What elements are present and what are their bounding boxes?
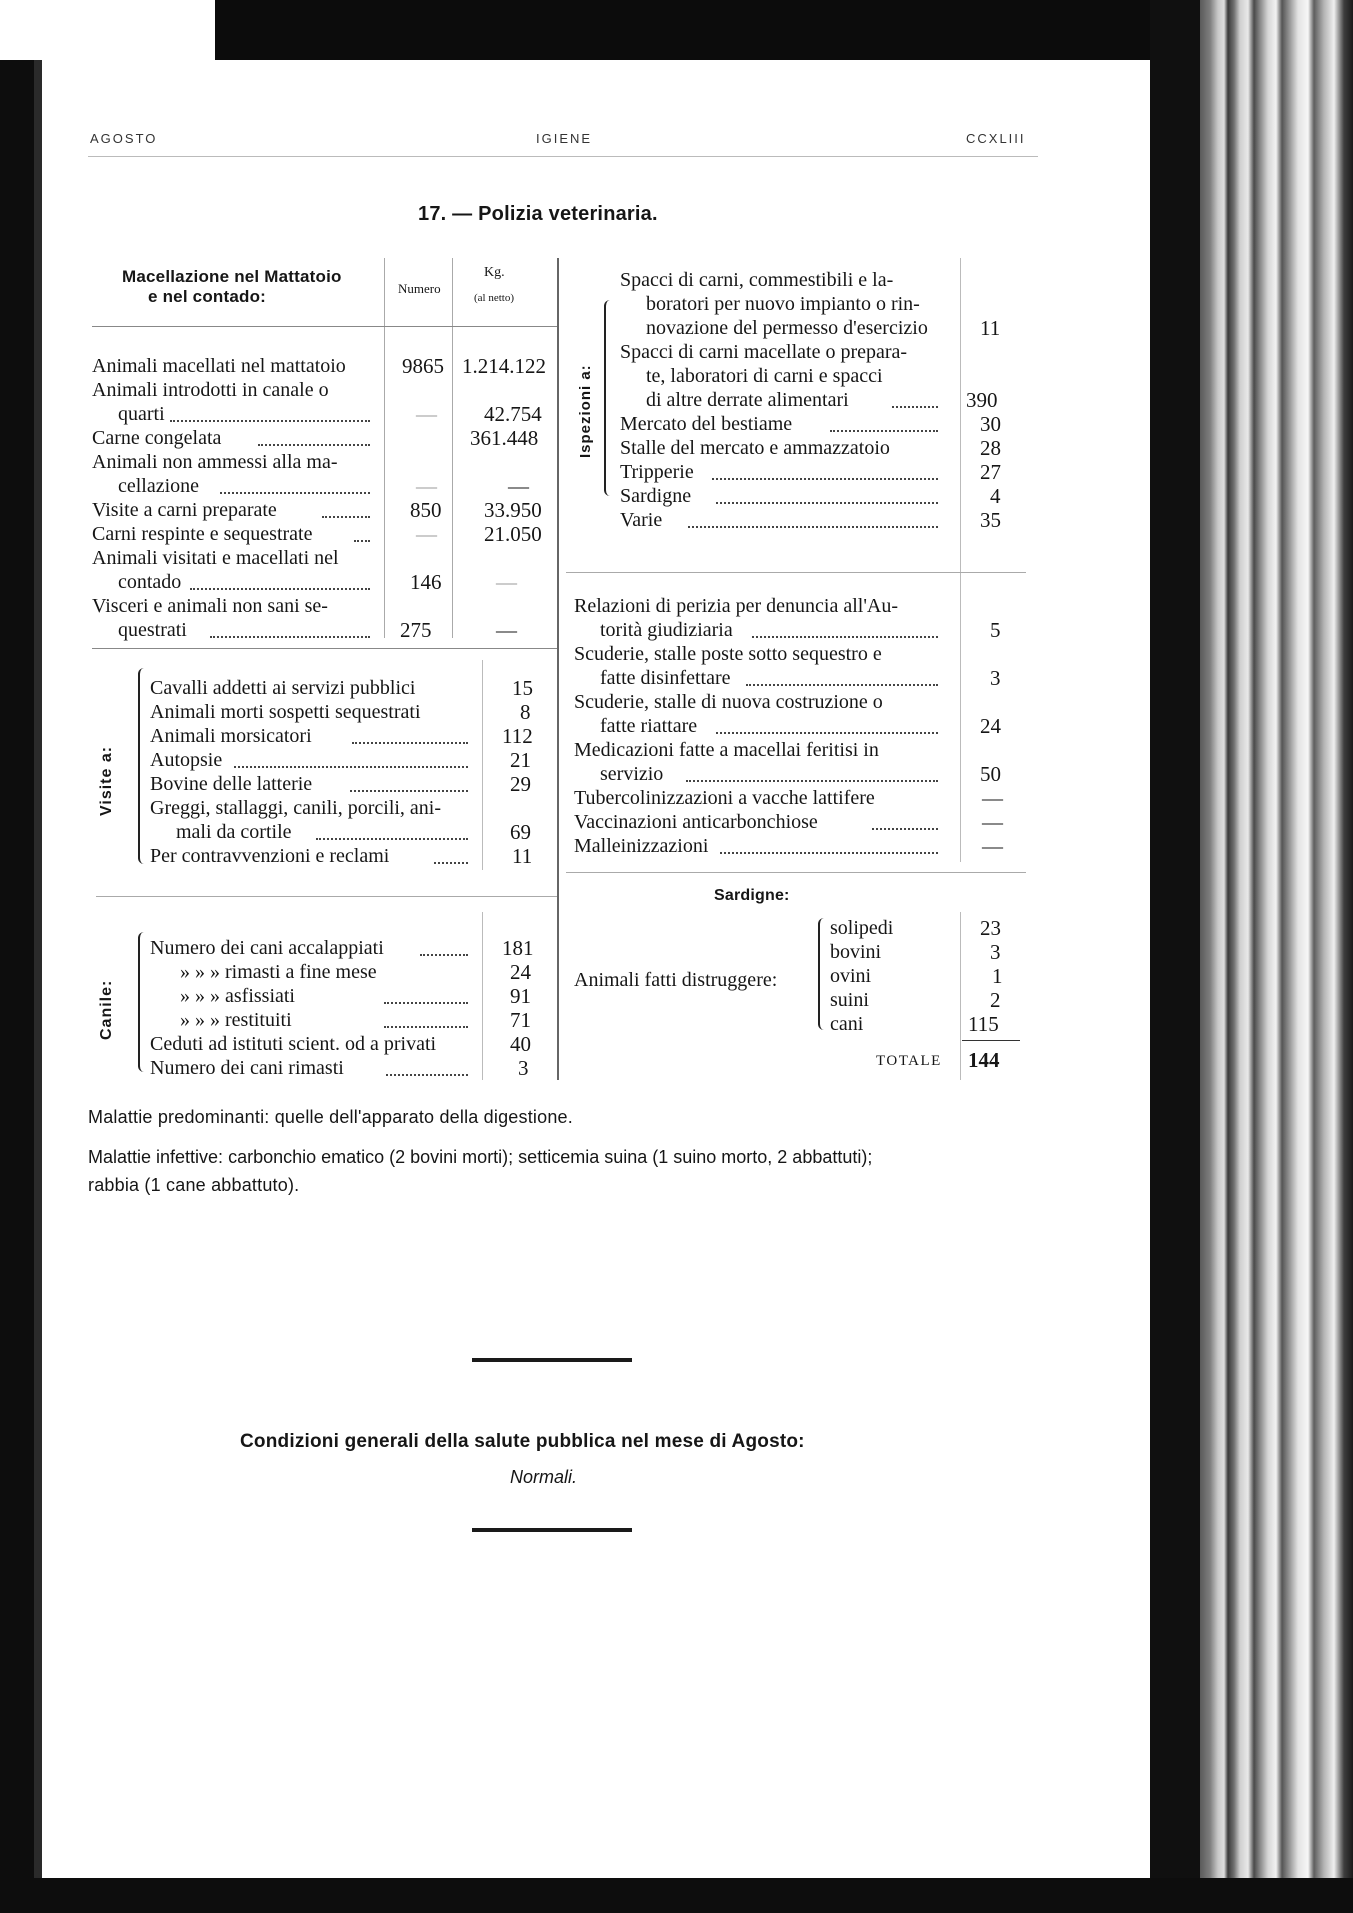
sardigne-row-name: bovini	[830, 941, 882, 963]
scan-left-gap	[34, 60, 42, 1913]
altri-row-label: Vaccinazioni anticarbonchiose	[574, 811, 818, 833]
ispezioni-row-label: Tripperie	[620, 461, 694, 483]
macellazione-title-line1: Macellazione nel Mattatoio	[122, 267, 342, 286]
dot-leader	[258, 444, 370, 446]
macellazione-col-divider-2	[452, 258, 453, 638]
dot-leader	[170, 420, 370, 422]
macellazione-row-label: Animali visitati e macellati nel	[92, 547, 339, 569]
sardigne-row-name: solipedi	[830, 917, 894, 939]
altri-row-value: 5	[990, 618, 1001, 642]
visite-row-label: Cavalli addetti ai servizi pubblici	[150, 677, 416, 699]
macellazione-header-rule	[92, 326, 557, 327]
scan-right-shadow	[1150, 0, 1200, 1913]
dot-leader	[434, 862, 468, 864]
note-malattie-predominanti: Malattie predominanti: quelle dell'apparato della digestione.	[88, 1107, 573, 1127]
ispezioni-row-value: 4	[990, 484, 1001, 508]
canile-side-label: Canile:	[98, 979, 115, 1040]
canile-row-label: » » » asfissiati	[180, 985, 295, 1007]
column-header-numero: Numero	[398, 281, 441, 296]
visite-row-value: 15	[512, 676, 533, 700]
canile-row-label: Numero dei cani accalappiati	[150, 937, 384, 959]
macellazione-row-kg: —	[508, 474, 529, 498]
dot-leader	[322, 516, 370, 518]
sardigne-row-value: 23	[980, 916, 1001, 940]
macellazione-row-label-cont: cellazione	[118, 475, 200, 497]
ispezioni-row-value: 11	[980, 316, 1001, 340]
ispezioni-row-value: 27	[980, 460, 1001, 484]
altri-row-value: 24	[980, 714, 1001, 738]
altri-row-label: Relazioni di perizia per denuncia all'Au-	[574, 595, 899, 617]
sardigne-totale-label: TOTALE	[876, 1053, 942, 1069]
ispezioni-row-label: Spacci di carni macellate o prepara-	[620, 341, 908, 363]
condizioni-value: Normali.	[510, 1467, 578, 1487]
macellazione-row-label-cont: questrati	[118, 619, 187, 641]
canile-row-label: » » » restituiti	[180, 1009, 292, 1031]
dot-leader	[210, 636, 370, 638]
dot-leader	[720, 852, 938, 854]
dot-leader	[686, 780, 938, 782]
note-malattie-infettive-cont: rabbia (1 cane abbattuto).	[88, 1175, 300, 1195]
scan-top-notch-corner	[0, 0, 90, 40]
dot-leader	[716, 502, 938, 504]
canile-row-value: 24	[510, 960, 531, 984]
visite-row-label: Greggi, stallaggi, canili, porcili, ani-	[150, 797, 442, 819]
section-title: 17. — Polizia veterinaria.	[418, 203, 658, 225]
column-header-kg-note: (al netto)	[474, 292, 515, 304]
macellazione-row-numero: 275	[400, 618, 432, 642]
macellazione-row-numero: 9865	[402, 354, 444, 378]
condizioni-title: Condizioni generali della salute pubblica nel mese di Agosto:	[240, 1431, 805, 1452]
ispezioni-row-label-cont: di altre derrate alimentari	[646, 389, 849, 411]
macellazione-bottom-rule	[92, 648, 557, 649]
running-head-left: AGOSTO	[90, 131, 158, 146]
macellazione-row-label-cont: quarti	[118, 403, 165, 425]
visite-row-label-cont: mali da cortile	[176, 821, 292, 843]
ispezioni-brace	[604, 300, 614, 496]
dot-leader	[746, 684, 938, 686]
altri-row-value: —	[982, 786, 1003, 810]
dot-leader	[352, 742, 468, 744]
dot-leader	[716, 732, 938, 734]
altri-row-label-cont: torità giudiziaria	[600, 619, 733, 641]
macellazione-row-label: Carni respinte e sequestrate	[92, 523, 313, 545]
ispezioni-row-value: 35	[980, 508, 1001, 532]
dot-leader	[384, 1002, 468, 1004]
visite-row-value: 8	[520, 700, 531, 724]
scan-page-stack	[1200, 0, 1353, 1913]
altri-row-label-cont: fatte disinfettare	[600, 667, 731, 689]
visite-row-value: 112	[502, 724, 533, 748]
macellazione-col-divider-1	[384, 258, 385, 638]
dot-leader	[190, 588, 370, 590]
dot-leader	[384, 1026, 468, 1028]
macellazione-row-label-cont: contado	[118, 571, 182, 593]
macellazione-row-kg: 42.754	[484, 402, 542, 426]
canile-row-label: » » » rimasti a fine mese	[180, 961, 377, 983]
dot-leader	[830, 430, 938, 432]
canile-row-value: 71	[510, 1008, 531, 1032]
ispezioni-row-label: Mercato del bestiame	[620, 413, 793, 435]
center-divider	[557, 258, 559, 1080]
dot-leader	[220, 492, 370, 494]
altri-row-value: 3	[990, 666, 1001, 690]
altri-col-divider	[960, 592, 961, 862]
sardigne-col-divider	[960, 912, 961, 1080]
dot-leader	[350, 790, 468, 792]
canile-row-value: 91	[510, 984, 531, 1008]
macellazione-row-kg: —	[496, 618, 517, 642]
altri-row-label: Tubercolinizzazioni a vacche lattifere	[574, 787, 875, 809]
macellazione-row-numero: —	[416, 474, 437, 498]
ispezioni-row-label: Varie	[620, 509, 663, 531]
canile-row-label: Ceduti ad istituti scient. od a privati	[150, 1033, 437, 1055]
sardigne-row-name: cani	[830, 1013, 864, 1035]
macellazione-row-numero: 146	[410, 570, 442, 594]
condizioni-top-rule	[472, 1358, 632, 1362]
canile-row-value: 3	[518, 1056, 529, 1080]
macellazione-row-label: Animali macellati nel mattatoio	[92, 355, 346, 377]
ispezioni-row-value: 28	[980, 436, 1001, 460]
altri-bottom-rule	[566, 872, 1026, 873]
visite-row-label: Per contravvenzioni e reclami	[150, 845, 390, 867]
running-head-rule	[88, 156, 1038, 157]
visite-side-label: Visite a:	[98, 745, 115, 816]
ispezioni-row-label: Sardigne	[620, 485, 692, 507]
macellazione-row-numero: —	[416, 522, 437, 546]
visite-row-value: 11	[512, 844, 533, 868]
dot-leader	[752, 636, 938, 638]
ispezioni-row-label: Spacci di carni, commestibili e la-	[620, 269, 894, 291]
condizioni-bottom-rule	[472, 1528, 632, 1532]
dot-leader	[420, 954, 468, 956]
visite-col-divider	[482, 660, 483, 870]
sardigne-label: Animali fatti distruggere:	[574, 969, 778, 991]
visite-bottom-rule	[96, 896, 557, 897]
canile-brace	[138, 932, 148, 1072]
macellazione-row-kg: 33.950	[484, 498, 542, 522]
macellazione-row-kg: —	[496, 570, 517, 594]
running-head-right: CCXLIII	[966, 131, 1026, 146]
macellazione-row-label: Animali non ammessi alla ma-	[92, 451, 338, 473]
canile-row-value: 40	[510, 1032, 531, 1056]
visite-row-label: Animali morsicatori	[150, 725, 312, 747]
sardigne-row-value: 1	[992, 964, 1003, 988]
canile-col-divider	[482, 912, 483, 1080]
sardigne-brace	[818, 918, 828, 1030]
dot-leader	[872, 828, 938, 830]
macellazione-row-numero: 850	[410, 498, 442, 522]
running-head-center: IGIENE	[536, 131, 593, 146]
ispezioni-row-label-cont: boratori per nuovo impianto o rin-	[646, 293, 920, 315]
dot-leader	[316, 838, 468, 840]
macellazione-row-label: Visceri e animali non sani se-	[92, 595, 328, 617]
dot-leader	[892, 406, 938, 408]
ispezioni-row-value: 390	[966, 388, 998, 412]
sardigne-row-value: 3	[990, 940, 1001, 964]
macellazione-row-kg: 1.214.122	[462, 354, 546, 378]
ispezioni-bottom-rule	[566, 572, 1026, 573]
macellazione-row-label: Visite a carni preparate	[92, 499, 277, 521]
macellazione-row-numero: —	[416, 402, 437, 426]
column-header-kg: Kg.	[484, 265, 505, 280]
ispezioni-side-label: Ispezioni a:	[577, 364, 594, 458]
macellazione-row-label: Carne congelata	[92, 427, 222, 449]
macellazione-row-label: Animali introdotti in canale o	[92, 379, 329, 401]
ispezioni-row-label: Stalle del mercato e ammazzatoio	[620, 437, 890, 459]
dot-leader	[688, 526, 938, 528]
altri-row-label-cont: servizio	[600, 763, 664, 785]
altri-row-value: 50	[980, 762, 1001, 786]
altri-row-label: Scuderie, stalle poste sotto sequestro e	[574, 643, 882, 665]
sardigne-row-value: 115	[968, 1012, 999, 1036]
visite-row-label: Bovine delle latterie	[150, 773, 313, 795]
sardigne-row-name: ovini	[830, 965, 872, 987]
sardigne-row-name: suini	[830, 989, 869, 1011]
canile-row-label: Numero dei cani rimasti	[150, 1057, 344, 1079]
visite-row-value: 69	[510, 820, 531, 844]
altri-row-value: —	[982, 810, 1003, 834]
altri-row-value: —	[982, 834, 1003, 858]
altri-row-label-cont: fatte riattare	[600, 715, 698, 737]
ispezioni-row-label-cont: te, laboratori di carni e spacci	[646, 365, 883, 387]
dot-leader	[712, 478, 938, 480]
ispezioni-col-divider	[960, 258, 961, 598]
ispezioni-row-label-cont: novazione del permesso d'esercizio	[646, 317, 928, 339]
visite-row-value: 29	[510, 772, 531, 796]
visite-brace	[138, 668, 148, 864]
altri-row-label: Medicazioni fatte a macellai feritisi in	[574, 739, 879, 761]
macellazione-row-kg: 361.448	[470, 426, 539, 450]
macellazione-title-line2: e nel contado:	[148, 287, 267, 306]
altri-row-label: Scuderie, stalle di nuova costruzione o	[574, 691, 883, 713]
macellazione-row-kg: 21.050	[484, 522, 542, 546]
dot-leader	[386, 1074, 468, 1076]
dot-leader	[234, 766, 468, 768]
visite-row-value: 21	[510, 748, 531, 772]
altri-row-label: Malleinizzazioni	[574, 835, 709, 857]
dot-leader	[354, 540, 370, 542]
ispezioni-row-value: 30	[980, 412, 1001, 436]
scan-left-border	[0, 60, 34, 1913]
visite-row-label: Autopsie	[150, 749, 223, 771]
sardigne-sum-rule	[962, 1040, 1020, 1041]
visite-row-label: Animali morti sospetti sequestrati	[150, 701, 421, 723]
canile-row-value: 181	[502, 936, 534, 960]
note-malattie-infettive: Malattie infettive: carbonchio ematico (2 bovini morti); setticemia suina (1 suino morto, 2 abbattuti);	[88, 1147, 873, 1167]
sardigne-totale-value: 144	[968, 1048, 1000, 1072]
scan-bottom-border	[0, 1878, 1353, 1913]
sardigne-row-value: 2	[990, 988, 1001, 1012]
sardigne-title: Sardigne:	[714, 887, 790, 904]
